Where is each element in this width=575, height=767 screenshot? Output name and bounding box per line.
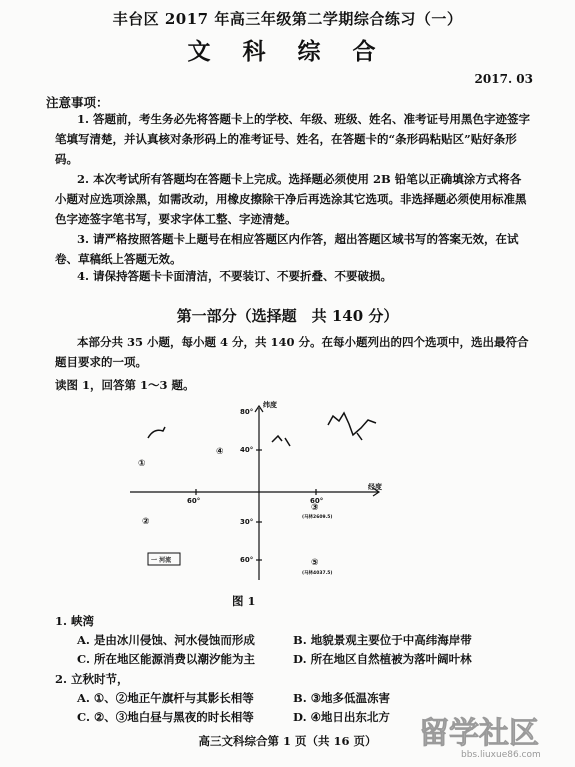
part-one-intro: 本部分共 35 小题，每小题 4 分，共 140 分。在每小题列出的四个选项中，选出最符合题目要求的一项。: [55, 335, 529, 369]
map-legend-label: 一 河流: [151, 557, 172, 564]
q2-option-b: B. ③地多低温冻害: [293, 691, 391, 705]
part-one-title: 第一部分（选择题 共 140 分）: [176, 307, 399, 325]
q2-option-a: A. ①、②地正午旗杆与其影长相等: [77, 691, 254, 705]
site-watermark: [413, 712, 563, 760]
notice-item-3: 3. 请严格按照答题卡上题号在相应答题区内作答，超出答题区域书写的答案无效，在试卷、草稿纸上答题无效。: [55, 232, 519, 266]
question-2-stem: 2. 立秋时节，: [55, 672, 129, 686]
q1-option-c: C. 所在地区能源消费以潮汐能为主: [77, 652, 255, 666]
y-axis-label: 纬度: [263, 401, 277, 409]
lon-60w-label: 60°: [187, 497, 201, 505]
watermark-text: 留学社区: [419, 716, 539, 751]
mark-4: ④: [216, 447, 224, 457]
lat-30s-label: 30°: [240, 518, 254, 526]
mark-3: ③: [311, 503, 319, 513]
x-axis-label: 经度: [368, 483, 382, 491]
figure-1-label: 图 1: [232, 594, 256, 608]
lat-80-label: 80°: [240, 408, 254, 416]
notice-item-1: 1. 答题前，考生务必先将答题卡上的学校、年级、班级、姓名、准考证号用黑色字迹签字笔填写清楚，并认真核对条形码上的准考证号、姓名，在答题卡的“条形码粘贴区”贴好条形码。: [55, 112, 531, 166]
q1-option-d: D. 所在地区自然植被为落叶阔叶林: [293, 652, 472, 666]
coastline-b: [272, 436, 290, 446]
notice-item-2: 2. 本次考试所有答题均在答题卡上完成。选择题必须使用 2B 铅笔以正确填涂方式将各小题对应选项涂黑，如需改动，用橡皮擦除干净后再选涂其它选项。非选择题必须使用标准黑色字迹签字笔书写，要求字体工整、字迹清楚。: [55, 172, 527, 226]
coastline-a: [148, 427, 165, 438]
mark-2: ②: [142, 517, 150, 527]
figure-prompt: 读图 1，回答第 1～3 题。: [55, 378, 195, 392]
subject-title: 文 科 综 合: [187, 38, 388, 65]
notice-heading: 注意事项：: [46, 95, 109, 110]
q1-option-b: B. 地貌景观主要位于中高纬海岸带: [293, 633, 472, 647]
lat-60s-label: 60°: [240, 556, 254, 564]
question-1-stem: 1. 峡湾: [55, 614, 95, 628]
station-5-label: (马林4037.5): [302, 571, 333, 576]
page-footer: 高三文科综合第 1 页（共 16 页）: [198, 734, 377, 748]
lat-40-label: 40°: [240, 446, 254, 454]
q2-option-c: C. ②、③地白昼与黑夜的时长相等: [77, 710, 254, 724]
figure-1-map: [130, 400, 385, 585]
station-3-label: (马林2609.5): [302, 515, 333, 520]
lon-60e-label: 60°: [310, 497, 324, 505]
mark-5: ⑤: [311, 558, 319, 568]
exam-header-line: 丰台区 2017 年高三年级第二学期综合练习（一）: [112, 10, 463, 28]
watermark-url: bbs.liuxue86.com: [461, 750, 541, 760]
q2-option-d: D. ④地日出东北方: [293, 710, 390, 724]
exam-date: 2017. 03: [474, 72, 533, 86]
notice-item-4: 4. 请保持答题卡卡面清洁，不要装订、不要折叠、不要破损。: [77, 269, 393, 283]
coastline-c: [328, 413, 376, 440]
q1-option-a: A. 是由冰川侵蚀、河水侵蚀而形成: [77, 633, 255, 647]
mark-1: ①: [138, 459, 146, 469]
